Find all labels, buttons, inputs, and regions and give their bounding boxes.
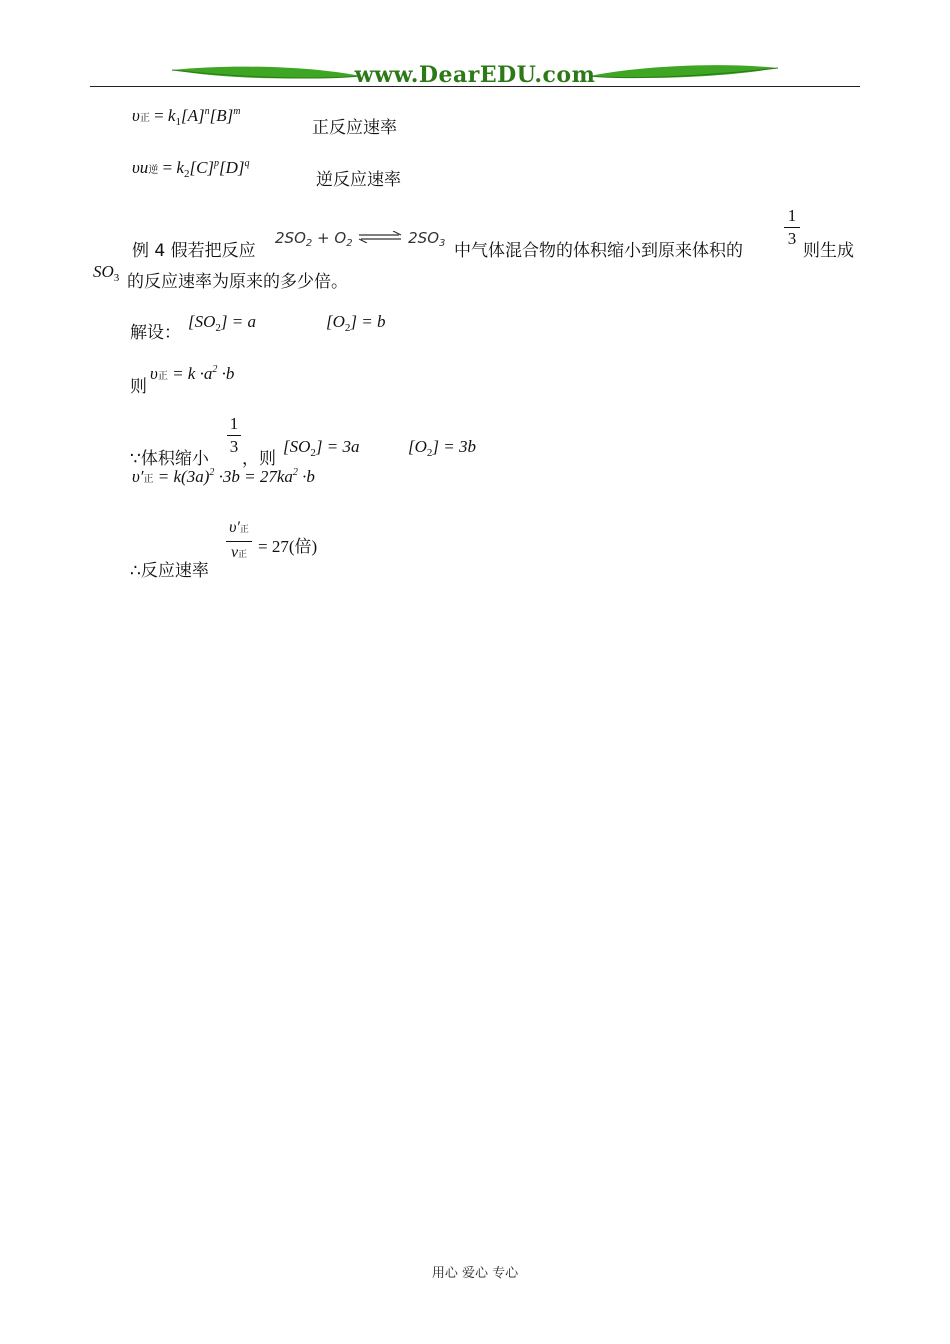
example-suffix: 则生成 [803, 241, 854, 261]
example-fraction: 1 3 [784, 206, 800, 249]
reaction-equation: $2SO_2 + O_2$ $2SO_3$ [275, 229, 446, 249]
ratio-fraction: υ′正 v正 [226, 518, 252, 565]
example-prefix: 例 4 假若把反应 [132, 241, 256, 261]
forward-rate-formula: υ正 = $k_1[A]^n[B]^m$ [132, 106, 241, 128]
because-so2: $[SO_2] = 3a$ [283, 437, 360, 459]
rate-prefix: 则 [130, 377, 147, 397]
ratio-result: = 27(倍) [258, 537, 318, 556]
new-rate-formula: υ′正 = $k(3a)^2 \cdot 3b = 27ka^2 \cdot b$ [132, 467, 315, 486]
reverse-rate-label: 逆反应速率 [316, 170, 401, 190]
logo-text: www.DearEDU.com [354, 62, 596, 88]
solution-label: 解设： [130, 323, 181, 343]
so3-species: $SO_3$ [93, 262, 120, 284]
equilibrium-arrow-icon [357, 231, 403, 243]
because-fraction: 1 3 [227, 414, 241, 457]
page-footer: 用心 爱心 专心 [431, 1266, 519, 1281]
because-text: ∵体积缩小 [130, 449, 209, 469]
example-question: 的反应速率为原来的多少倍。 [127, 272, 348, 292]
because-then: ，则 [242, 449, 276, 469]
forward-rate-label: 正反应速率 [312, 118, 397, 138]
example-middle: 中气体混合物的体积缩小到原来体积的 [454, 241, 743, 261]
solution-so2: $[SO_2] = a$ [188, 312, 256, 334]
reverse-rate-formula: υu逆 = $k_2[C]^p[D]^q$ [132, 158, 250, 180]
solution-o2: $[O_2] = b$ [326, 312, 386, 334]
header-rule [90, 86, 860, 87]
because-o2: $[O_2] = 3b$ [408, 437, 476, 459]
rate-formula: υ正 = $k \cdot a^2 \cdot b$ [150, 364, 235, 383]
therefore-text: ∴反应速率 [130, 561, 209, 581]
